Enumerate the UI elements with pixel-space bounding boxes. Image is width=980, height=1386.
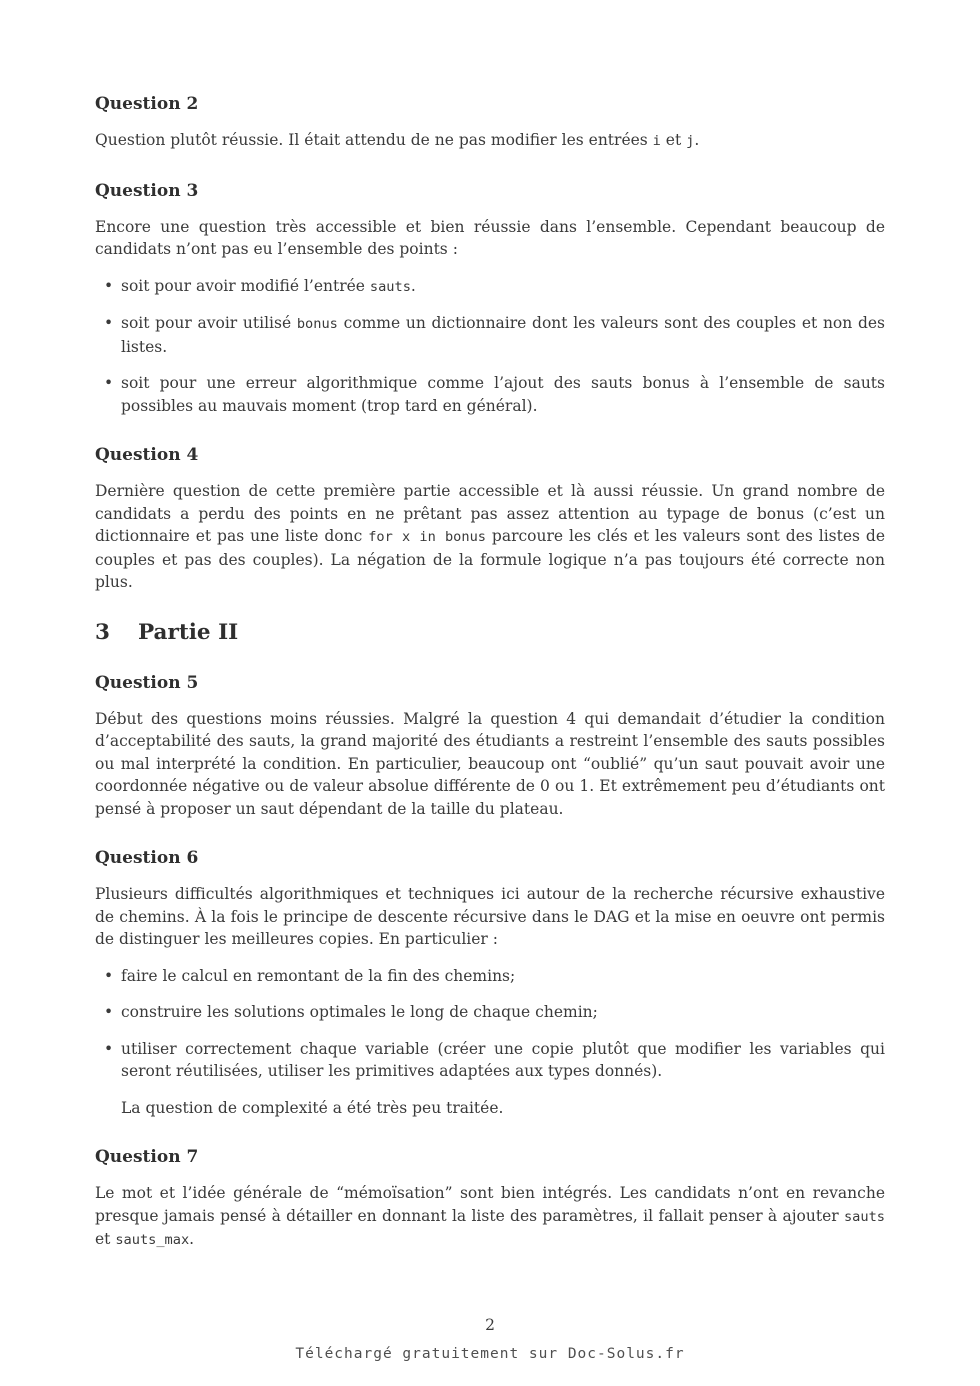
inline-code: bonus: [296, 316, 338, 332]
text-segment: .: [410, 276, 416, 295]
question-7-paragraph: [95, 1182, 885, 1252]
list-item: [121, 372, 885, 417]
text-segment: faire le calcul en remontant de la fin des chemins;: [121, 966, 516, 985]
list-item: [121, 965, 885, 988]
question-6-bullet-list: [95, 965, 885, 1083]
list-item: [121, 312, 885, 358]
question-4-paragraph: [95, 480, 885, 594]
list-item: [121, 1038, 885, 1083]
text-segment: soit pour une erreur algorithmique comme l’ajout des sauts bonus à l’ensemble de sauts possibles au mauvais moment (trop tard en général).: [121, 374, 885, 415]
question-3-heading: Question 3: [95, 180, 199, 201]
question-7-heading: Question 7: [95, 1147, 199, 1167]
question-6-closing-paragraph: [95, 1097, 885, 1120]
inline-code: sauts_max: [115, 1232, 190, 1248]
text-segment: Plusieurs difficultés algorithmiques et techniques ici autour de la recherche récursive exhaustive de chemins. À la fois le principe de descente récursive dans le DAG et la mise en oeuvre ont permis de distinguer les meilleures copies. En particulier :: [95, 885, 885, 948]
question-3-paragraph: [95, 216, 885, 261]
question-6-heading: Question 6: [95, 848, 199, 868]
section-number: 3: [95, 619, 110, 645]
text-segment: Début des questions moins réussies. Malgré la question 4 qui demandait d’étudier la condition d’acceptabilité des sauts, la grand majorité des étudiants a restreint l’ensemble des sauts possibles ou mal interprété la condition. En particulier, beaucoup ont “oublié” qu’un saut pouvait avoir une coordonnée négative ou de valeur absolue différente de 0 ou 1. Et extrêmement peu d’étudiants ont pensé à proposer un saut dépendant de la taille du plateau.: [95, 709, 885, 818]
inline-code: sauts: [369, 278, 411, 295]
text-segment: soit pour avoir utilisé: [121, 314, 297, 332]
text-segment: construire les solutions optimales le long de chaque chemin;: [121, 1003, 598, 1021]
inline-code: sauts: [843, 1208, 885, 1225]
text-segment: comme un dictionnaire dont les valeurs sont des couples et non des listes.: [121, 314, 885, 356]
section-heading-partie-2: [95, 620, 885, 645]
text-segment: soit pour avoir modifié l’entrée: [121, 276, 370, 295]
question-4-heading: Question 4: [95, 445, 199, 465]
text-segment: utiliser correctement chaque variable (créer une copie plutôt que modifier les variables qui seront réutilisées, utiliser les primitives adaptées aux types donnés).: [121, 1039, 885, 1080]
question-3-bullet-list: [95, 275, 885, 418]
text-segment: Le mot et l’idée générale de “mémoïsation” sont bien intégrés. Les candidats n’ont en revanche presque jamais pensé à détailler en donnant la liste des paramètres, il fallait penser à ajouter: [95, 1184, 885, 1225]
question-5-heading: Question 5: [95, 672, 199, 693]
footer-watermark: Téléchargé gratuitement sur Doc-Solus.fr: [295, 1346, 685, 1362]
text-segment: .: [189, 1230, 195, 1248]
inline-code: j: [686, 133, 695, 149]
text-segment: et: [95, 1230, 116, 1248]
list-item: [121, 1001, 885, 1024]
text-segment: et: [660, 131, 687, 149]
text-segment: Encore une question très accessible et bien réussie dans l’ensemble. Cependant beaucoup de candidats n’ont pas eu l’ensemble des points :: [95, 217, 885, 258]
text-segment: Question plutôt réussie. Il était attendu de ne pas modifier les entrées: [95, 131, 653, 149]
text-segment: .: [694, 131, 700, 149]
question-2-paragraph: [95, 129, 885, 153]
text-segment: Dernière question de cette première partie accessible et là aussi réussie. Un grand nombre de candidats a perdu des points en ne prêtant pas assez attention au typage de bonus (c’est un dictionnaire et pas une liste donc: [95, 482, 885, 545]
page-number: 2: [485, 1316, 495, 1334]
text-segment: parcoure les clés et les valeurs sont des listes de couples et pas des couples). La négation de la formule logique n’a pas toujours été correcte non plus.: [95, 527, 885, 591]
inline-code: for x in bonus: [368, 529, 486, 545]
text-segment: La question de complexité a été très peu traitée.: [121, 1098, 504, 1117]
list-item: [121, 275, 885, 299]
question-6-paragraph: [95, 883, 885, 951]
question-5-paragraph: [95, 708, 885, 821]
section-title: Partie II: [137, 619, 239, 645]
question-2-heading: Question 2: [95, 94, 199, 114]
inline-code: i: [652, 133, 661, 149]
